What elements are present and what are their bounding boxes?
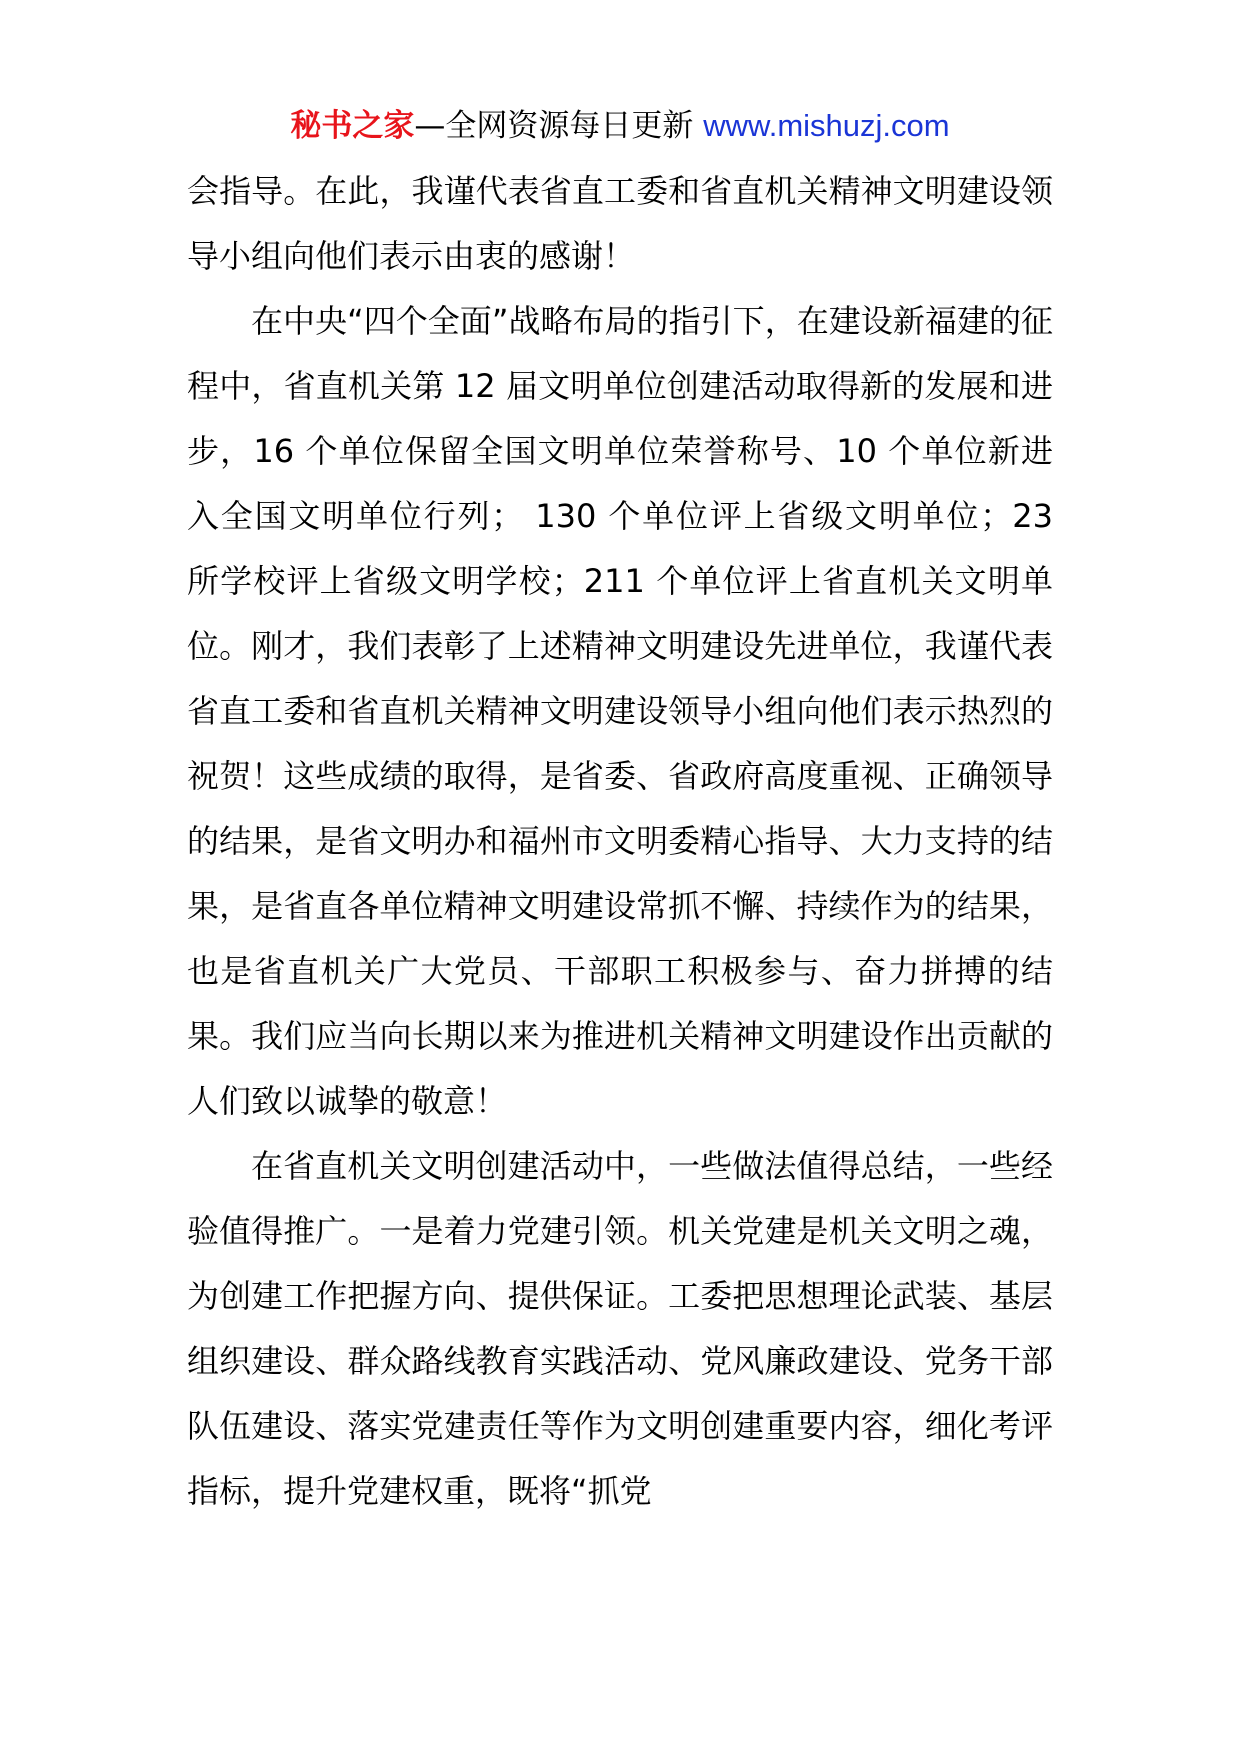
site-tagline: —全网资源每日更新	[414, 108, 694, 144]
paragraph-1: 会指导。在此，我谨代表省直工委和省直机关精神文明建设领导小组向他们表示由衷的感谢！	[187, 172, 1053, 275]
document-body	[187, 159, 1053, 1524]
site-brand: 秘书之家	[290, 108, 415, 144]
page-header	[0, 104, 1240, 148]
site-url-link[interactable]: www.mishuzj.com	[703, 108, 950, 143]
paragraph-2: 在中央“四个全面”战略布局的指引下，在建设新福建的征程中，省直机关第 12 届文明单位创建活动取得新的发展和进步，16 个单位保留全国文明单位荣誉称号、10 个单位新进入全国文明单位行列； 130 个单位评上省级文明单位；23 所学校评上省级文明学校；211 个单位评上省直机关文明单位。刚才，我们表彰了上述精神文明建设先进单位，我谨代表省直工委和省直机关精神文明建设领导小组向他们表示热烈的祝贺！这些成绩的取得，是省委、省政府高度重视、正确领导的结果，是省文明办和福州市文明委精心指导、大力支持的结果，是省直各单位精神文明建设常抓不懈、持续作为的结果，也是省直机关广大党员、干部职工积极参与、奋力拼搏的结果。我们应当向长期以来为推进机关精神文明建设作出贡献的人们致以诚挚的敬意！	[187, 302, 1053, 1120]
paragraph-3: 在省直机关文明创建活动中，一些做法值得总结，一些经验值得推广。一是着力党建引领。机关党建是机关文明之魂，为创建工作把握方向、提供保证。工委把思想理论武装、基层组织建设、群众路线教育实践活动、党风廉政建设、党务干部队伍建设、落实党建责任等作为文明创建重要内容，细化考评指标，提升党建权重，既将“抓党	[187, 1147, 1053, 1510]
